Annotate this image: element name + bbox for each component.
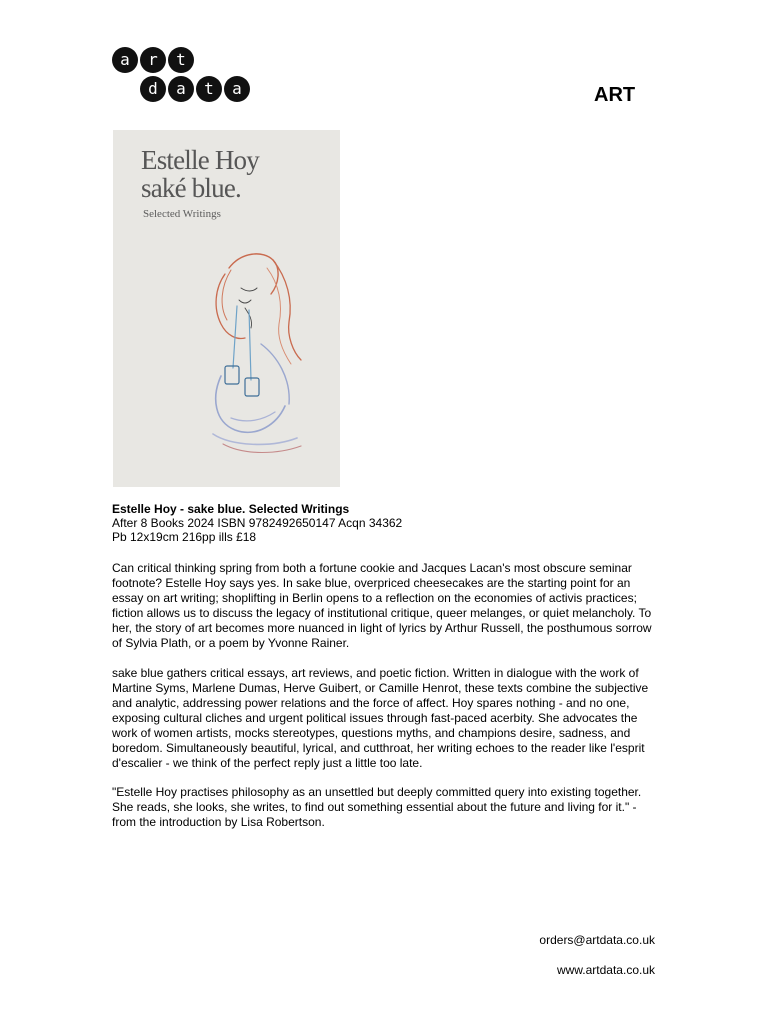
description-paragraph: sake blue gathers critical essays, art reviews, and poetic fiction. Written in dialogue with the work of Martine Syms, Marlene Dumas, Herve Guibert, or Camille Henrot, these texts combine the subjective and analytic, addressing power relations and the force of affect. Hoy spares nothing - and no one, exposing cultural cliches and urgent political issues through fast-paced acerbity. She advocates the work of women artists, mocks stereotypes, questions myths, and champions desire, sadness, and boredom. Simultaneously beautiful, lyrical, and cutthroat, her writing echoes to the reader like l'esprit d'escalier - we think of the perfect reply just a little too late. [112,666,649,770]
logo-letter: a [168,76,194,102]
category-heading: ART [594,84,636,106]
logo-letter: t [168,47,194,73]
cover-author: Estelle Hoy [141,145,259,175]
contact-website[interactable]: www.artdata.co.uk [556,963,655,977]
cover-illustration [201,248,311,468]
logo-row-art [112,47,194,73]
description-paragraph: Can critical thinking spring from both a fortune cookie and Jacques Lacan's most obscure seminar footnote? Estelle Hoy says yes. In sake blue, overpriced cheesecakes are the starting point for an essay on art writing; shoplifting in Berlin opens to a reflection on the economies of activis practices; fiction allows us to discuss the legacy of institutional critique, queer melanges, or quiet melancholy. To her, the story of art becomes more nuanced in light of lyrics by Arthur Russell, the posthumous sorrow of Sylvia Plath, or a poem by Yvonne Rainer. [112,561,652,650]
logo-letter: a [112,47,138,73]
logo-letter: d [140,76,166,102]
logo-letter: t [196,76,222,102]
logo-row-data [140,76,250,102]
cover-subtitle: Selected Writings [143,208,221,220]
logo-letter: a [224,76,250,102]
book-format-details: Pb 12x19cm 216pp ills £18 [112,530,257,544]
artdata-logo [112,47,252,105]
book-cover [113,130,340,487]
book-info [112,502,652,544]
book-title: Estelle Hoy - sake blue. Selected Writings [112,502,350,516]
logo-letter: r [140,47,166,73]
contact-email[interactable]: orders@artdata.co.uk [539,933,655,947]
book-publisher-details: After 8 Books 2024 ISBN 9782492650147 Acqn 34362 [112,516,403,530]
cover-title: saké blue. [141,173,241,203]
description-quote: "Estelle Hoy practises philosophy as an unsettled but deeply committed query into existing together. She reads, she looks, she writes, to find out something essential about the future and living for it." - from the introduction by Lisa Robertson. [112,785,642,829]
